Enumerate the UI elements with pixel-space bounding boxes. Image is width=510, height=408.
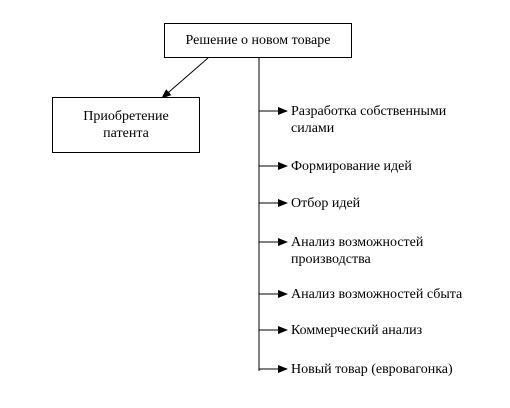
arrow-to-patent (162, 58, 208, 98)
step-own-development: Разработка собственными силами (291, 104, 447, 136)
step-idea-selection: Отбор идей (291, 196, 361, 211)
patent-acquisition-box (52, 97, 200, 153)
step-commercial-analysis: Коммерческий анализ (291, 323, 423, 338)
patent-acquisition-label: Приобретение патента (83, 109, 169, 141)
step-idea-generation: Формирование идей (291, 159, 412, 174)
step-production-analysis: Анализ возможностей производства (291, 235, 424, 267)
root-decision-box (164, 23, 352, 58)
root-decision-label: Решение о новом товаре (185, 33, 331, 48)
step-sales-analysis: Анализ возможностей сбыта (291, 287, 463, 302)
step-new-product: Новый товар (евровагонка) (291, 362, 453, 377)
